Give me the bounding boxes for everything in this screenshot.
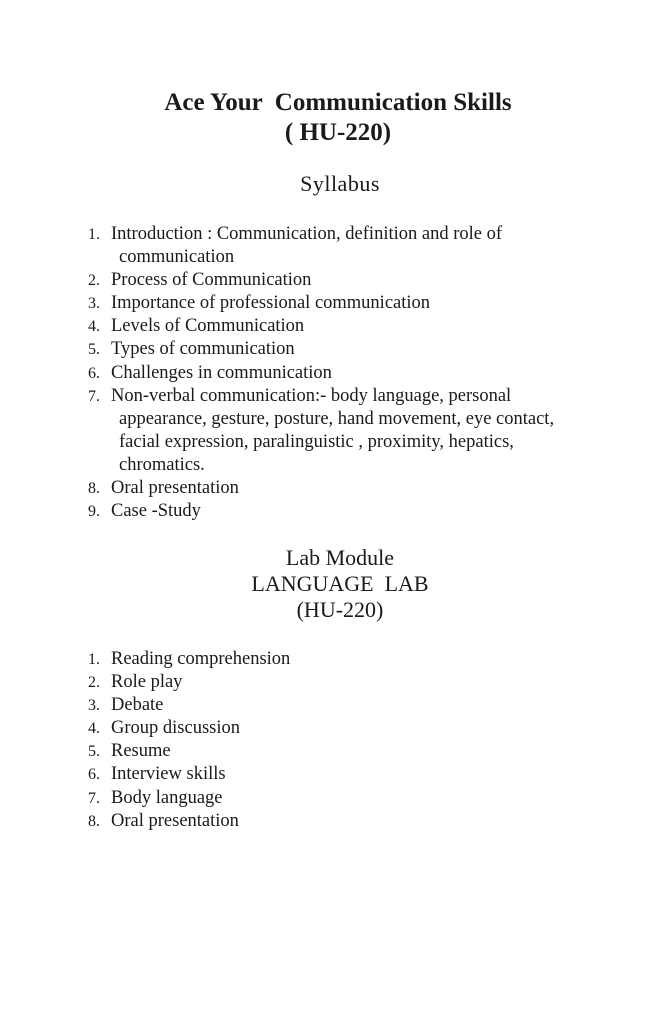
lab-list [88, 648, 608, 833]
item-text: Group discussion [111, 718, 240, 739]
item-number: 1. [88, 651, 100, 668]
item-text: Reading comprehension [111, 649, 291, 669]
list-item [88, 717, 608, 740]
item-number: 8. [88, 812, 100, 830]
list-item [88, 292, 608, 315]
item-number: 5. [88, 341, 100, 359]
item-number: 3. [88, 697, 100, 715]
item-text: Interview skills [111, 764, 226, 785]
course-title: Ace Your Communication Skills [164, 89, 512, 116]
item-text-continued: appearance, gesture, posture, hand movement, eye contact, [119, 408, 555, 429]
item-text: Introduction : Communication, definition and role of [111, 224, 502, 244]
item-text: Levels of Communication [111, 316, 305, 337]
list-item [88, 362, 608, 385]
list-item [88, 477, 608, 500]
item-number: 6. [88, 364, 100, 382]
course-code: ( HU-220) [284, 119, 392, 146]
item-text: Role play [111, 672, 183, 693]
list-item [88, 385, 608, 477]
list-item [88, 740, 608, 763]
lab-module-heading: Lab Module [285, 545, 395, 570]
list-item [88, 223, 608, 269]
lab-name-heading: LANGUAGE LAB [251, 571, 429, 596]
item-number: 4. [88, 720, 100, 738]
list-item [88, 787, 608, 810]
item-number: 4. [88, 318, 100, 336]
item-number: 1. [88, 226, 100, 243]
list-item [88, 338, 608, 361]
item-text-continued: chromatics. [119, 454, 205, 475]
item-text: Process of Communication [111, 270, 312, 291]
lab-code-heading: (HU-220) [296, 597, 384, 622]
item-number: 2. [88, 674, 100, 692]
item-number: 6. [88, 766, 100, 784]
item-text: Types of communication [111, 339, 295, 360]
item-text-continued: communication [119, 247, 235, 268]
item-number: 3. [88, 295, 100, 313]
list-item [88, 763, 608, 786]
item-text: Oral presentation [111, 478, 239, 499]
list-item [88, 694, 608, 717]
item-number: 7. [88, 789, 100, 807]
item-number: 9. [88, 503, 100, 521]
item-text-continued: facial expression, paralinguistic , proximity, hepatics, [119, 431, 514, 452]
list-item [88, 810, 608, 833]
list-item [88, 315, 608, 338]
item-number: 7. [88, 387, 100, 405]
item-number: 5. [88, 743, 100, 761]
list-item [88, 671, 608, 694]
item-number: 8. [88, 480, 100, 498]
item-text: Importance of professional communication [111, 293, 431, 314]
item-text: Body language [111, 787, 223, 808]
item-text: Debate [111, 695, 164, 716]
list-item [88, 269, 608, 292]
syllabus-heading: Syllabus [300, 171, 380, 196]
item-text: Case -Study [111, 501, 201, 522]
item-number: 2. [88, 272, 100, 290]
list-item [88, 500, 608, 523]
item-text: Challenges in communication [111, 362, 332, 383]
item-text: Resume [111, 741, 171, 762]
list-item [88, 648, 608, 671]
item-text: Oral presentation [111, 810, 239, 831]
syllabus-list [88, 223, 608, 523]
item-text: Non-verbal communication:- body language, personal [111, 385, 512, 406]
